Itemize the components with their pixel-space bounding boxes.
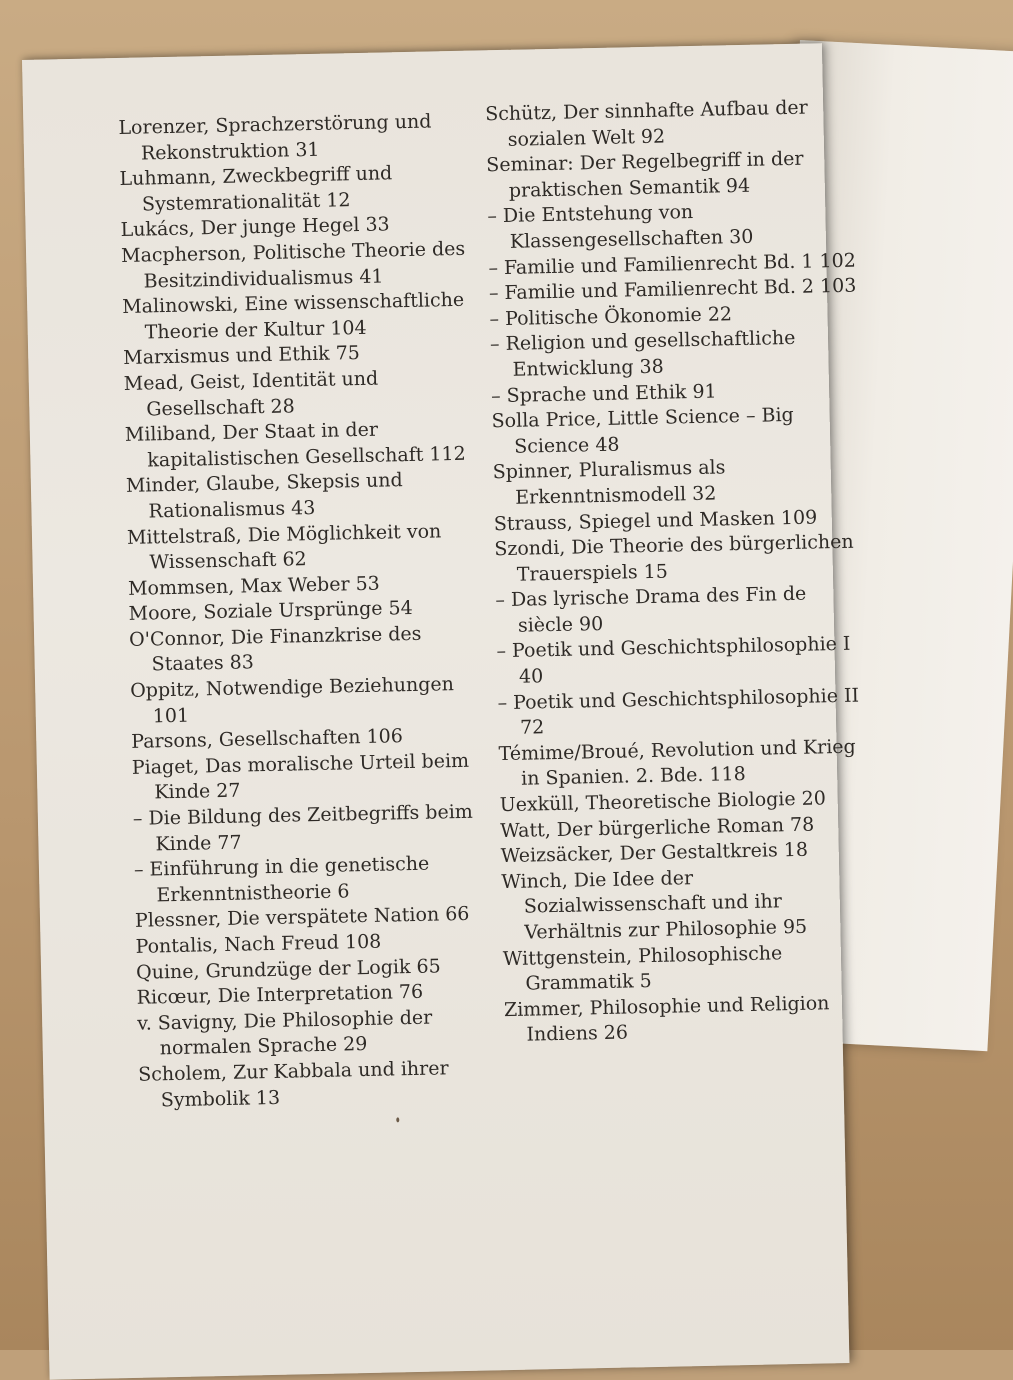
list-item: Oppitz, Notwendige Beziehungen 101	[130, 673, 455, 728]
list-item: Seminar: Der Regelbegriff in der praktischen Semantik 94	[486, 147, 804, 202]
list-item: Spinner, Pluralismus als Erkenntnismodell 32	[492, 456, 726, 509]
list-item: Mommsen, Max Weber 53	[127, 572, 380, 600]
index-column-left	[118, 109, 484, 1114]
list-item: Marxismus und Ethik 75	[123, 342, 361, 370]
list-item: Weizsäcker, Der Gestaltkreis 18	[500, 838, 809, 868]
list-item: Scholem, Zur Kabbala und ihrer Symbolik 13	[138, 1057, 449, 1111]
list-item: – Einführung in die genetische Erkenntnistheorie 6	[133, 852, 430, 907]
list-item: Watt, Der bürgerliche Roman 78	[500, 813, 815, 842]
list-item: Winch, Die Idee der Sozialwissenschaft und ihr Verhältnis zur Philosophie 95	[501, 866, 808, 944]
list-item: – Politische Ökonomie 22	[489, 302, 733, 331]
list-item: Lukács, Der junge Hegel 33	[120, 213, 390, 242]
list-item: Mead, Geist, Identität und Gesellschaft 28	[123, 367, 379, 421]
list-item: Strauss, Spiegel und Masken 109	[493, 505, 818, 535]
list-item: – Religion und gesellschaftliche Entwicklung 38	[489, 327, 796, 381]
list-item: Quine, Grundzüge der Logik 65	[135, 955, 441, 984]
list-item: Piaget, Das moralische Urteil beim Kinde 27	[131, 749, 470, 804]
list-item: Szondi, Die Theorie des bürgerlichen Trauerspiels 15	[494, 530, 854, 586]
list-item: Malinowski, Eine wissenschaftliche Theorie der Kultur 104	[121, 288, 465, 344]
list-item: Wittgenstein, Philosophische Grammatik 5	[502, 941, 783, 995]
book-page	[22, 43, 860, 1379]
list-item: Miliband, Der Staat in der kapitalistischen Gesellschaft 112	[124, 418, 466, 472]
list-item: Minder, Glaube, Skepsis und Rationalismus 43	[125, 469, 403, 523]
list-item: v. Savigny, Die Philosophie der normalen Sprache 29	[136, 1006, 433, 1060]
list-item: Ricœur, Die Interpretation 76	[136, 980, 424, 1009]
index-column-right	[485, 95, 875, 1050]
list-item: Uexküll, Theoretische Biologie 20	[499, 787, 827, 817]
list-item: – Poetik und Geschichtsphilosophie II 72	[497, 684, 860, 739]
list-item: Lorenzer, Sprachzerstörung und Rekonstruktion 31	[118, 110, 432, 165]
list-item: Schütz, Der sinnhafte Aufbau der sozialen Welt 92	[485, 96, 808, 151]
list-item: Mittelstraß, Die Möglichkeit von Wissenschaft 62	[126, 519, 442, 574]
list-item: Témime/Broué, Revolution und Krieg in Spanien. 2. Bde. 118	[498, 735, 856, 791]
list-item: – Sprache und Ethik 91	[490, 380, 717, 407]
list-item: – Familie und Familienrecht Bd. 2 103	[488, 274, 857, 305]
list-item: – Das lyrische Drama des Fin de siècle 90	[495, 582, 807, 637]
list-item: Zimmer, Philosophie und Religion Indiens 26	[503, 992, 830, 1047]
list-item: Plessner, Die verspätete Nation 66	[134, 903, 470, 933]
list-item: Parsons, Gesellschaften 106	[131, 725, 404, 754]
list-item: Moore, Soziale Ursprünge 54	[128, 597, 413, 626]
list-item: Macpherson, Politische Theorie des Besitzindividualismus 41	[120, 237, 466, 293]
list-item: – Die Entstehung von Klassengesellschaften 30	[487, 201, 754, 253]
ink-speck	[396, 1117, 399, 1122]
list-item: – Familie und Familienrecht Bd. 1 102	[488, 249, 857, 279]
list-item: – Poetik und Geschichtsphilosophie I 40	[496, 633, 851, 688]
list-item: O'Connor, Die Finanzkrise des Staates 83	[128, 622, 422, 676]
list-item: Pontalis, Nach Freud 108	[135, 930, 382, 958]
list-item: Luhmann, Zweckbegriff und Systemrationalität 12	[119, 162, 393, 216]
list-item: Solla Price, Little Science – Big Science 48	[491, 404, 794, 458]
list-item: – Die Bildung des Zeitbegriffs beim Kinde 77	[132, 800, 474, 855]
